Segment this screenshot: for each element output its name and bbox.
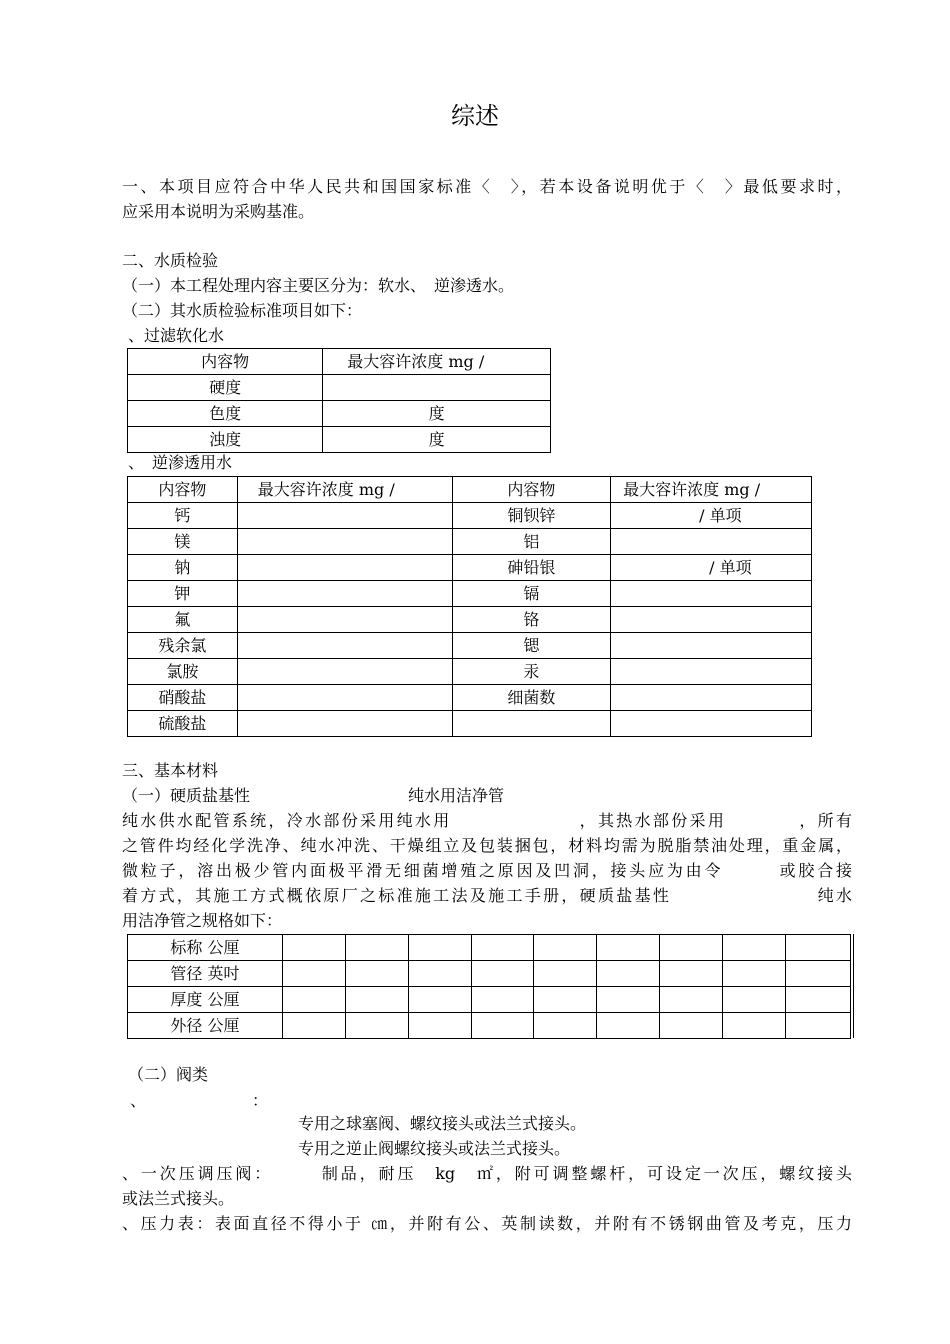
page-title: 综述 <box>451 102 499 130</box>
section2-heading: 二、水质检验 <box>122 251 219 270</box>
table-header-cell: 内容物 <box>452 477 611 503</box>
table2-caption: 、 逆渗透用水 <box>128 453 233 472</box>
table-cell <box>282 935 345 961</box>
table-row <box>128 401 551 427</box>
table-double-border <box>853 934 854 1038</box>
table-row-label: 厚度 公厘 <box>128 987 283 1013</box>
section3-para-line: 之管件均经化学洗净、纯水冲洗、干燥组立及包装捆包，材料均需为脱脂禁油处理，重金属， <box>122 836 852 855</box>
valve-line1-a: 、 <box>130 1091 147 1110</box>
table-header-cell: 内容物 <box>128 477 238 503</box>
valve-line2: 专用之球塞阀、螺纹接头或法兰式接头。 <box>298 1114 587 1133</box>
table-cell: 铬 <box>452 607 611 633</box>
table-cell <box>345 987 408 1013</box>
table-cell <box>345 961 408 987</box>
table-row <box>128 529 812 555</box>
table-cell: 钾 <box>128 581 238 607</box>
table-cell: 铜钡锌 <box>452 503 611 529</box>
table-cell <box>323 375 551 401</box>
section2-sub1: （一）本工程处理内容主要区分为：软水、 逆渗透水。 <box>122 276 515 295</box>
table-cell <box>660 935 723 961</box>
table-cell <box>408 1013 471 1039</box>
table-cell: 钙 <box>128 503 238 529</box>
table-cell: 汞 <box>452 659 611 685</box>
softwater-table <box>127 348 551 453</box>
table-cell: 色度 <box>128 401 323 427</box>
table-row <box>128 375 551 401</box>
table-cell <box>237 503 452 529</box>
section3-sub1-a: （一）硬质盐基性 <box>122 786 251 805</box>
section3-sub2: （二）阀类 <box>128 1065 209 1084</box>
table-cell <box>282 961 345 987</box>
table-cell: 硫酸盐 <box>128 711 238 737</box>
table-row <box>128 1013 851 1039</box>
table-cell <box>471 961 534 987</box>
table-cell <box>611 633 812 659</box>
table-cell: 硬度 <box>128 375 323 401</box>
table-row-label: 管径 英吋 <box>128 961 283 987</box>
table-cell: 锶 <box>452 633 611 659</box>
section3-para-line: 纯水供水配管系统，冷水部份采用纯水用 ，其热水部份采用 ，所有 <box>122 811 852 830</box>
pressure-valve-line2: 或法兰式接头。 <box>122 1189 235 1208</box>
section1-line2: 应采用本说明为采购基准。 <box>122 202 315 221</box>
table-cell <box>237 607 452 633</box>
table-header-cell: 最大容许浓度 mg / <box>237 477 452 503</box>
table-cell <box>611 581 812 607</box>
table-cell <box>534 1013 597 1039</box>
table-cell: 钠 <box>128 555 238 581</box>
section3-para-line: 着方式，其施工方式概依原厂之标准施工法及施工手册，硬质盐基性 纯水 <box>122 886 852 905</box>
valve-line3: 专用之逆止阀螺纹接头或法兰式接头。 <box>298 1139 571 1158</box>
table-cell <box>282 1013 345 1039</box>
table-cell <box>534 935 597 961</box>
table-cell <box>611 685 812 711</box>
table-cell <box>237 581 452 607</box>
table-cell: 度 <box>323 427 551 453</box>
pressure-valve-line1: 、一次压调压阀： 制品，耐压 kg ㎡，附可调整螺杆，可设定一次压，螺纹接头 <box>122 1164 852 1183</box>
section3-para-line: 用洁净管之规格如下： <box>122 911 283 930</box>
table-row-label: 标称 公厘 <box>128 935 283 961</box>
table-row <box>128 961 851 987</box>
table-cell <box>660 1013 723 1039</box>
table-cell <box>723 961 786 987</box>
table-cell <box>408 935 471 961</box>
table-cell <box>471 987 534 1013</box>
table-row <box>128 685 812 711</box>
table-cell <box>723 987 786 1013</box>
table-cell: 镁 <box>128 529 238 555</box>
table-cell: / 单项 <box>611 503 812 529</box>
ro-water-table <box>127 476 812 737</box>
table-cell <box>452 711 611 737</box>
table-cell: 度 <box>323 401 551 427</box>
table-row <box>128 607 812 633</box>
table-row <box>128 633 812 659</box>
table-cell: 氯胺 <box>128 659 238 685</box>
table-row <box>128 711 812 737</box>
table-cell: 氟 <box>128 607 238 633</box>
table-cell <box>611 529 812 555</box>
table-cell <box>723 935 786 961</box>
table-row <box>128 987 851 1013</box>
section3-para-line: 微粒子，溶出极少管内面极平滑无细菌增殖之原因及凹洞，接头应为由令 或胶合接 <box>122 861 852 880</box>
table-cell <box>785 935 850 961</box>
table-cell <box>597 961 660 987</box>
table-cell <box>471 1013 534 1039</box>
table-cell <box>785 961 850 987</box>
table-cell <box>785 1013 850 1039</box>
table-cell <box>723 1013 786 1039</box>
table-cell <box>408 961 471 987</box>
table-header-row <box>128 477 812 503</box>
section1-line1: 一、本项目应符合中华人民共和国国家标准〈 〉，若本设备说明优于〈 〉最低要求时， <box>122 177 852 196</box>
table-cell <box>611 711 812 737</box>
section3-sub1-b: 纯水用洁净管 <box>408 786 505 805</box>
table-cell <box>237 555 452 581</box>
section3-heading: 三、基本材料 <box>122 761 219 780</box>
valve-line1-b: ： <box>252 1091 269 1110</box>
table-cell <box>597 987 660 1013</box>
table-header-cell: 最大容许浓度 mg / <box>323 349 551 375</box>
table-cell <box>345 1013 408 1039</box>
table-cell <box>597 935 660 961</box>
table-row <box>128 935 851 961</box>
table-cell: 细菌数 <box>452 685 611 711</box>
table-cell <box>237 685 452 711</box>
table-cell <box>471 935 534 961</box>
pressure-gauge-line: 、压力表：表面直径不得小于 ㎝，并附有公、英制读数，并附有不锈钢曲管及考克，压力 <box>122 1214 852 1233</box>
table-cell: 砷铅银 <box>452 555 611 581</box>
table-cell <box>237 529 452 555</box>
table-row <box>128 427 551 453</box>
table-cell <box>611 659 812 685</box>
table-header-cell: 内容物 <box>128 349 323 375</box>
table-cell <box>534 987 597 1013</box>
table-cell: 浊度 <box>128 427 323 453</box>
table-header-row <box>128 349 551 375</box>
table-row <box>128 581 812 607</box>
table-cell <box>237 659 452 685</box>
table-cell: 硝酸盐 <box>128 685 238 711</box>
table-cell <box>534 961 597 987</box>
table-header-cell: 最大容许浓度 mg / <box>611 477 812 503</box>
table-cell <box>237 711 452 737</box>
table-cell: / 单项 <box>611 555 812 581</box>
table-cell <box>597 1013 660 1039</box>
table-cell <box>660 987 723 1013</box>
table-cell: 铝 <box>452 529 611 555</box>
section2-sub2: （二）其水质检验标准项目如下： <box>122 301 363 320</box>
table-cell <box>282 987 345 1013</box>
table-cell <box>408 987 471 1013</box>
pipe-spec-table <box>127 934 851 1039</box>
table-cell <box>345 935 408 961</box>
table-cell: 残余氯 <box>128 633 238 659</box>
table-cell <box>660 961 723 987</box>
table-row-label: 外径 公厘 <box>128 1013 283 1039</box>
table-cell <box>785 987 850 1013</box>
table-cell: 镉 <box>452 581 611 607</box>
table1-caption: 、过滤软化水 <box>128 326 225 345</box>
table-row <box>128 555 812 581</box>
table-cell <box>611 607 812 633</box>
table-cell <box>237 633 452 659</box>
table-row <box>128 503 812 529</box>
table-row <box>128 659 812 685</box>
